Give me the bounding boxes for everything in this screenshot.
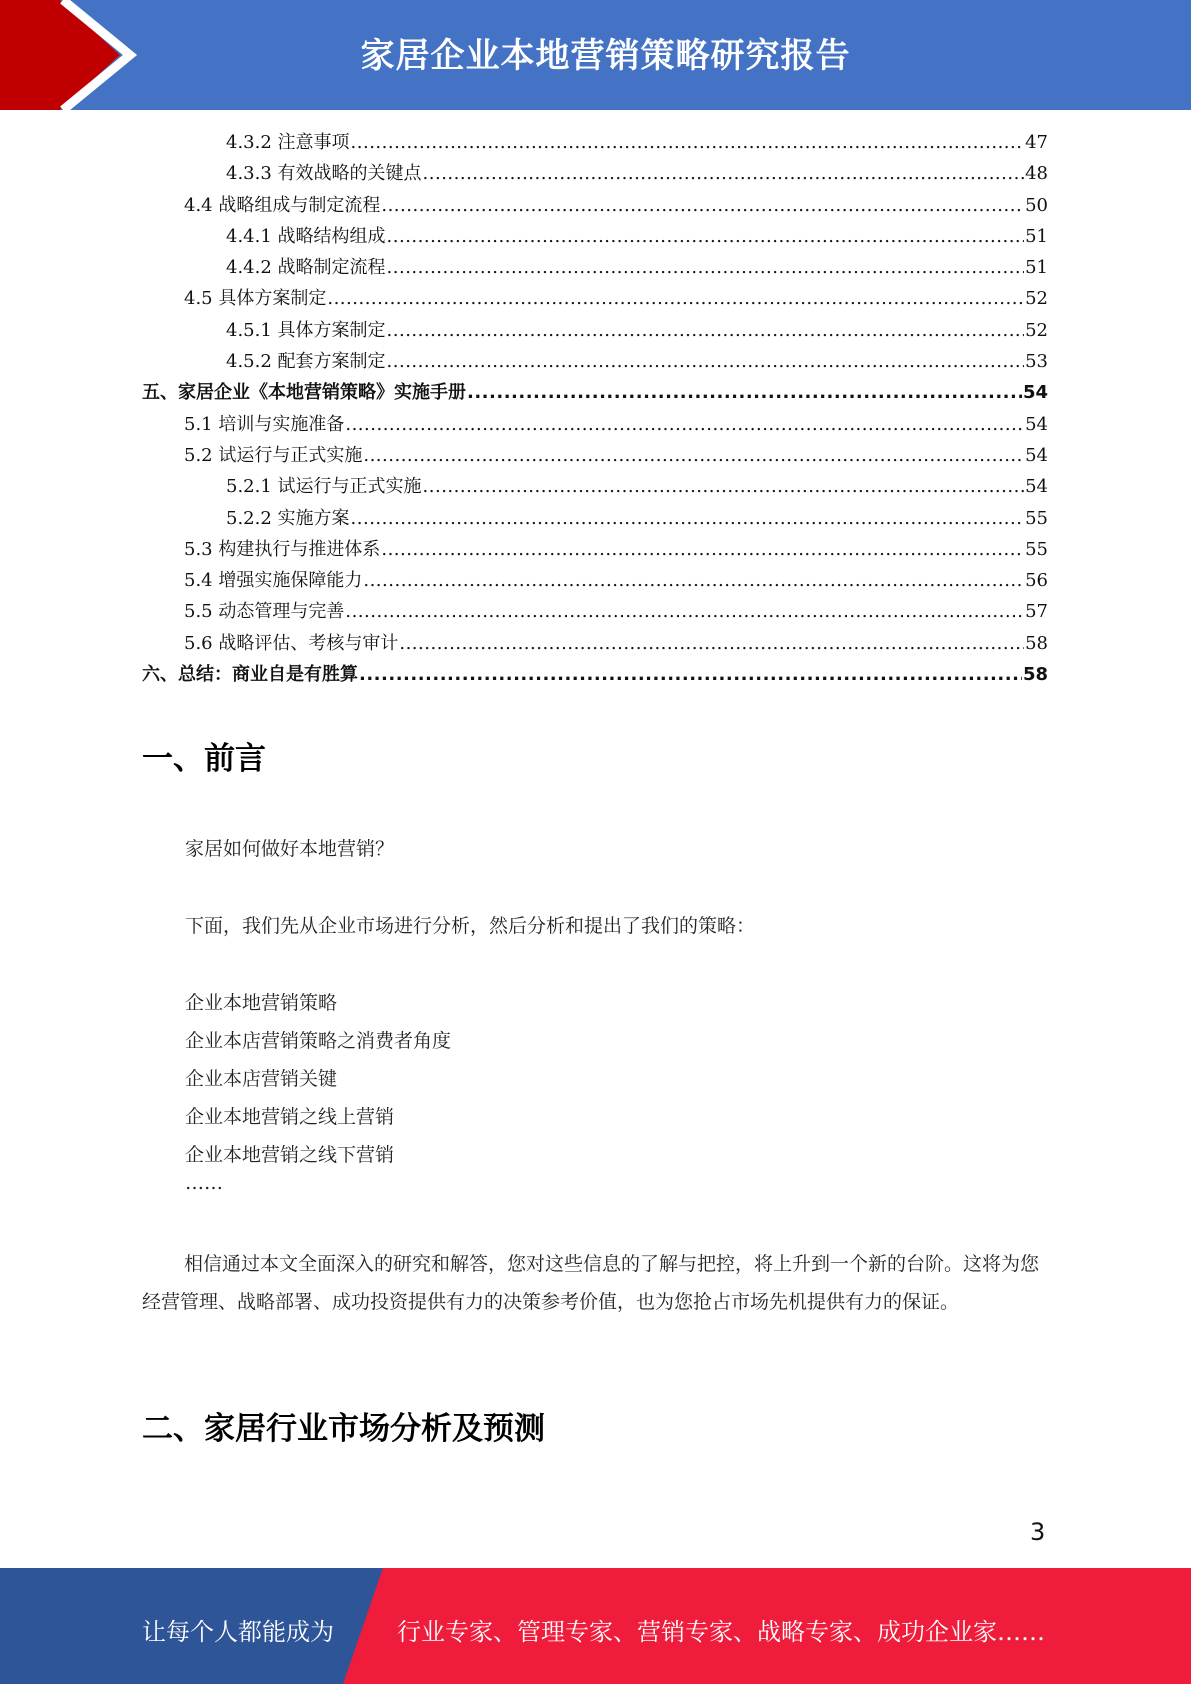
toc-entry[interactable] [142,534,1048,565]
toc-entry-page: 52 [1025,319,1048,341]
toc-entry[interactable] [142,409,1048,440]
toc-leader-dots [467,377,1022,408]
toc-entry[interactable] [142,252,1048,283]
toc-entry-page: 54 [1025,476,1048,498]
toc-entry[interactable] [142,565,1048,596]
toc-entry-page: 51 [1025,257,1048,279]
toc-entry-page: 48 [1025,163,1048,185]
toc-entry[interactable] [142,158,1048,189]
toc-entry-page: 51 [1025,225,1048,247]
toc-entry-label: 4.4 战略组成与制定流程 [184,194,381,216]
toc-entry-label: 4.3.3 有效战略的关键点 [226,163,422,185]
toc-leader-dots [387,221,1025,252]
toc-entry[interactable] [142,659,1048,690]
toc-leader-dots [345,409,1024,440]
toc-entry-label: 5.2.2 实施方案 [226,507,350,529]
toc-leader-dots [399,628,1024,659]
toc-leader-dots [387,346,1025,377]
toc-entry-page: 54 [1025,444,1048,466]
section-heading-preface: 一、前言 [142,741,266,777]
toc-entry[interactable] [142,346,1048,377]
toc-entry[interactable] [142,283,1048,314]
toc-entry-label: 4.5 具体方案制定 [184,288,327,310]
toc-entry-label: 5.5 动态管理与完善 [184,601,345,623]
toc-leader-dots [351,503,1025,534]
page-number: 3 [1030,1518,1046,1546]
toc-entry-label: 六、总结：商业自是有胜算 [142,664,358,686]
preface-question: 家居如何做好本地营销？ [185,838,395,860]
toc-leader-dots [359,659,1022,690]
toc-leader-dots [351,127,1025,158]
footer-slogan-right: 行业专家、管理专家、营销专家、战略专家、成功企业家…… [397,1618,1045,1646]
toc-entry-label: 4.3.2 注意事项 [226,132,350,153]
toc-leader-dots [345,596,1024,627]
toc-entry[interactable] [142,315,1048,346]
toc-entry[interactable] [142,503,1048,534]
preface-closing-paragraph: 相信通过本文全面深入的研究和解答，您对这些信息的了解与把控，将上升到一个新的台阶。这将为您经营管理、战略部署、成功投资提供有力的决策参考价值，也为您抢占市场先机提供有力的保证。 [142,1253,1040,1313]
toc-entry-page: 54 [1022,382,1048,404]
toc-leader-dots [363,565,1024,596]
toc-entry-label: 五、家居企业《本地营销策略》实施手册 [142,382,466,404]
list-item: 企业本店营销关键 [185,1068,338,1090]
table-of-contents [142,127,1048,690]
toc-entry-label: 4.4.1 战略结构组成 [226,225,386,247]
section-heading-market-analysis: 二、家居行业市场分析及预测 [142,1411,545,1447]
toc-entry-label: 5.6 战略评估、考核与审计 [184,632,399,654]
toc-leader-dots [423,158,1025,189]
list-item: 企业本地营销之线上营销 [185,1106,395,1128]
toc-entry-page: 55 [1025,538,1048,560]
toc-entry-page: 56 [1025,570,1048,592]
toc-leader-dots [363,440,1024,471]
footer-slogan-left: 让每个人都能成为 [142,1618,334,1646]
toc-leader-dots [327,283,1024,314]
list-item: 企业本地营销之线下营销 [185,1144,395,1166]
toc-entry-page: 54 [1025,413,1048,435]
toc-entry[interactable] [142,440,1048,471]
toc-entry[interactable] [142,190,1048,221]
page-header [0,0,1191,110]
list-item-ellipsis: …… [185,1172,223,1194]
toc-leader-dots [381,534,1024,565]
toc-entry-label: 4.5.1 具体方案制定 [226,319,386,341]
preface-intro: 下面，我们先从企业市场进行分析，然后分析和提出了我们的策略： [185,915,756,937]
toc-leader-dots [423,471,1025,502]
toc-entry-label: 4.4.2 战略制定流程 [226,257,386,279]
toc-leader-dots [387,252,1025,283]
toc-entry-page: 58 [1025,632,1048,654]
toc-leader-dots [381,190,1024,221]
toc-entry[interactable] [142,596,1048,627]
toc-entry-page: 57 [1025,601,1048,623]
toc-entry-label: 5.2 试运行与正式实施 [184,444,363,466]
list-item: 企业本地营销策略 [185,992,338,1014]
toc-entry-label: 5.4 增强实施保障能力 [184,570,363,592]
toc-entry[interactable] [142,628,1048,659]
toc-entry[interactable] [142,127,1048,158]
list-item: 企业本店营销策略之消费者角度 [185,1030,452,1052]
toc-entry-page: 58 [1022,664,1048,686]
report-title: 家居企业本地营销策略研究报告 [360,36,851,76]
toc-entry[interactable] [142,471,1048,502]
toc-entry-label: 5.3 构建执行与推进体系 [184,538,381,560]
toc-entry-label: 4.5.2 配套方案制定 [226,351,386,373]
page-footer [0,1568,1191,1684]
toc-entry-page: 47 [1025,132,1048,153]
toc-entry-page: 53 [1025,351,1048,373]
toc-entry-page: 55 [1025,507,1048,529]
toc-entry-label: 5.2.1 试运行与正式实施 [226,476,422,498]
toc-entry-page: 52 [1025,288,1048,310]
toc-entry[interactable] [142,221,1048,252]
toc-leader-dots [387,315,1025,346]
toc-entry-label: 5.1 培训与实施准备 [184,413,345,435]
toc-entry-page: 50 [1025,194,1048,216]
toc-entry[interactable] [142,377,1048,408]
